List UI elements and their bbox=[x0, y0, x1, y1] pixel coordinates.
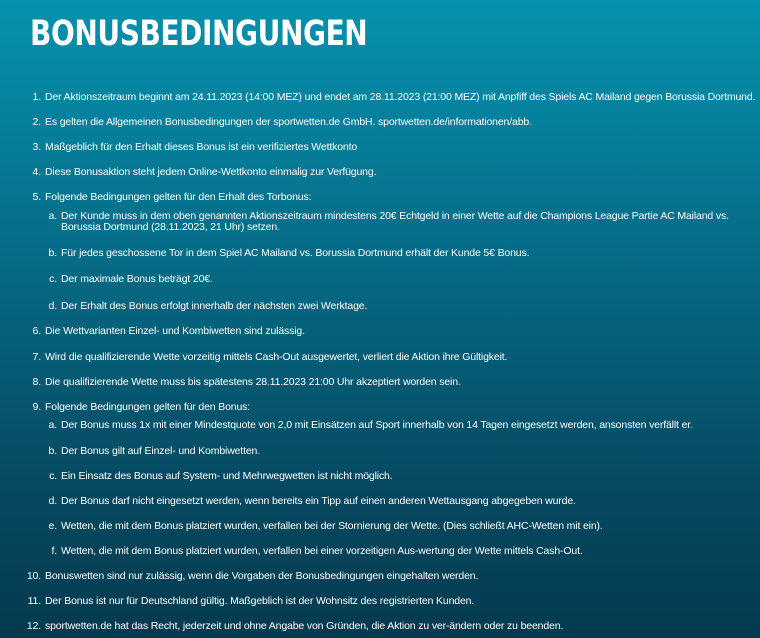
term-item-10 bbox=[26, 570, 479, 582]
sub-term-letter: d. bbox=[48, 300, 57, 312]
term-9-sub-f bbox=[51, 545, 583, 557]
term-text: Folgende Bedingungen gelten für den Bonus: bbox=[45, 401, 251, 413]
term-number: 7. bbox=[32, 351, 41, 363]
sub-term-letter: f. bbox=[51, 545, 57, 557]
term-9-sub-c bbox=[49, 470, 393, 482]
sub-term-text: Wetten, die mit dem Bonus platziert wurden, verfallen bei einer vorzeitigen Aus-wertung der Wette mittels Cash-Out. bbox=[61, 545, 583, 557]
sub-term-text: Der Erhalt des Bonus erfolgt innerhalb der nächsten zwei Werktage. bbox=[61, 300, 368, 312]
term-text: sportwetten.de hat das Recht, jederzeit und ohne Angabe von Gründen, die Aktion zu ver-ändern oder zu beenden. bbox=[45, 620, 564, 632]
term-item-8 bbox=[32, 376, 461, 388]
term-text: Die qualifizierende Wette muss bis spätestens 28.11.2023 21:00 Uhr akzeptiert worden sein. bbox=[45, 376, 461, 388]
term-text: Wird die qualifizierende Wette vorzeitig mittels Cash-Out ausgewertet, verliert die Aktion ihre Gültigkeit. bbox=[45, 351, 508, 363]
sub-term-letter: a. bbox=[48, 210, 57, 222]
term-text: Maßgeblich für den Erhalt dieses Bonus ist ein verifiziertes Wettkonto bbox=[45, 141, 358, 153]
sub-term-text: Der Bonus muss 1x mit einer Mindestquote von 2,0 mit Einsätzen auf Sport innerhalb von 14 Tagen eingesetzt werden, ansonsten verfällt er. bbox=[61, 419, 693, 431]
term-item-5 bbox=[32, 191, 312, 203]
term-text: Der Bonus ist nur für Deutschland gültig. Maßgeblich ist der Wohnsitz des registrierten Kunden. bbox=[45, 595, 475, 607]
term-item-11 bbox=[27, 595, 475, 607]
sub-term-letter: c. bbox=[49, 470, 57, 482]
term-number: 8. bbox=[32, 376, 41, 388]
term-item-12 bbox=[26, 620, 564, 632]
term-text: Die Wettvarianten Einzel- und Kombiwetten sind zulässig. bbox=[45, 325, 305, 337]
term-text: Der Aktionszeitraum beginnt am 24.11.2023 (14:00 MEZ) und endet am 28.11.2023 (21:00 MEZ) mit Anpfiff des Spiels AC Mailand gegen Borussia Dortmund. bbox=[45, 91, 756, 103]
sub-term-letter: b. bbox=[48, 445, 57, 457]
term-number: 9. bbox=[32, 401, 41, 413]
term-text: Diese Bonusaktion steht jedem Online-Wettkonto einmalig zur Verfügung. bbox=[45, 166, 377, 178]
page-title: BONUSBEDINGUNGEN bbox=[30, 14, 368, 54]
term-number: 11. bbox=[27, 595, 41, 607]
term-text: Folgende Bedingungen gelten für den Erhalt des Torbonus: bbox=[45, 191, 312, 203]
term-9-sub-e bbox=[48, 520, 603, 532]
term-9-sub-b bbox=[48, 445, 260, 457]
term-text: Bonuswetten sind nur zulässig, wenn die Vorgaben der Bonusbedingungen eingehalten werden. bbox=[45, 570, 479, 582]
sub-term-letter: e. bbox=[48, 520, 57, 532]
sub-term-letter: b. bbox=[48, 247, 57, 259]
sub-term-letter: c. bbox=[49, 273, 57, 285]
sub-term-text: Der Bonus darf nicht eingesetzt werden, wenn bereits ein Tipp auf einen anderen Wettausgang abgegeben wurde. bbox=[61, 495, 576, 507]
term-item-2 bbox=[32, 116, 532, 128]
term-number: 4. bbox=[32, 166, 41, 178]
term-number: 12. bbox=[26, 620, 41, 632]
term-5-sub-d bbox=[48, 300, 368, 312]
term-item-9 bbox=[32, 401, 251, 413]
term-number: 6. bbox=[32, 325, 41, 337]
sub-term-text: Der Kunde muss in dem oben genannten Aktionszeitraum mindestens 20€ Echtgeld in einer Wette auf die Champions League Partie AC Mailand vs. Borussia Dortmund (28.11.2023, 21 Uhr) setzen. bbox=[61, 210, 729, 233]
sub-term-text: Der maximale Bonus beträgt 20€. bbox=[61, 273, 213, 285]
term-number: 1. bbox=[32, 91, 41, 103]
term-item-4 bbox=[32, 166, 377, 178]
sub-term-letter: a. bbox=[48, 419, 57, 431]
sub-term-letter: d. bbox=[48, 495, 57, 507]
sub-term-text: Für jedes geschossene Tor in dem Spiel AC Mailand vs. Borussia Dortmund erhält der Kunde 5€ Bonus. bbox=[61, 247, 530, 259]
sub-term-text: Der Bonus gilt auf Einzel- und Kombiwetten. bbox=[61, 445, 260, 457]
term-5-sub-b bbox=[48, 247, 530, 259]
term-9-sub-a bbox=[48, 419, 693, 431]
term-number: 10. bbox=[26, 570, 41, 582]
term-number: 3. bbox=[32, 141, 41, 153]
term-5-sub-c bbox=[49, 273, 213, 285]
term-9-sub-d bbox=[48, 495, 576, 507]
term-5-sub-a bbox=[48, 210, 751, 233]
sub-term-text: Wetten, die mit dem Bonus platziert wurden, verfallen bei der Stornierung der Wette. (Dies schließt AHC-Wetten mit ein). bbox=[61, 520, 603, 532]
term-item-6 bbox=[32, 325, 305, 337]
term-number: 5. bbox=[32, 191, 41, 203]
term-number: 2. bbox=[32, 116, 41, 128]
term-text: Es gelten die Allgemeinen Bonusbedingungen der sportwetten.de GmbH. sportwetten.de/informationen/abb. bbox=[45, 116, 532, 128]
term-item-7 bbox=[32, 351, 508, 363]
term-item-3 bbox=[32, 141, 358, 153]
term-item-1 bbox=[32, 91, 756, 103]
sub-term-text: Ein Einsatz des Bonus auf System- und Mehrwegwetten ist nicht möglich. bbox=[61, 470, 393, 482]
